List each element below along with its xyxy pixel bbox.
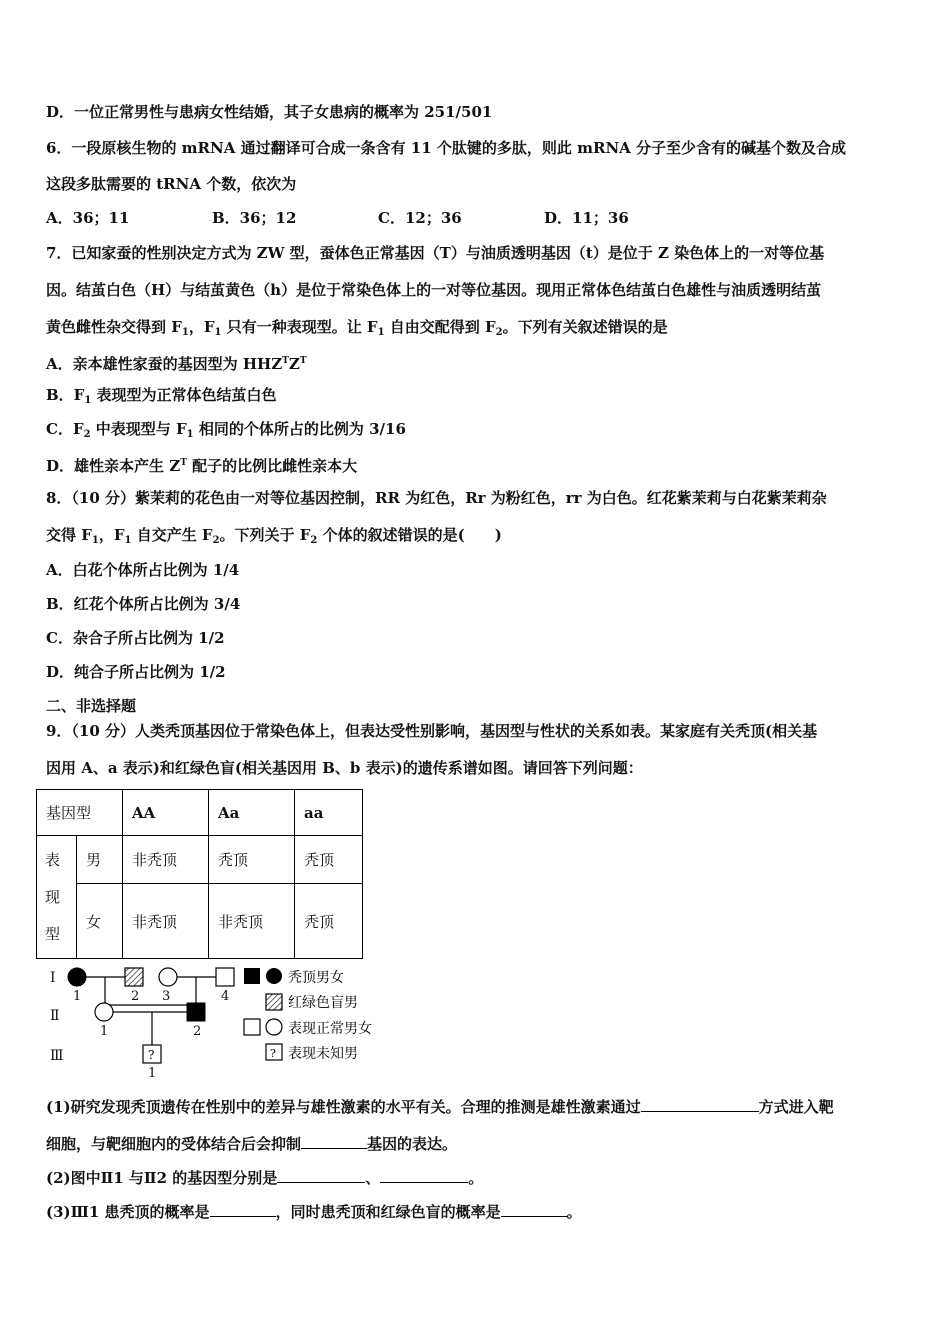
table-row (37, 836, 363, 884)
legend-colorblind-male-icon (266, 994, 282, 1010)
q5-option-d: D．一位正常男性与患病女性结婚，其子女患病的概率为 251/501 (46, 103, 493, 121)
table-cell: 秃顶 (295, 884, 363, 959)
answer-blank[interactable] (641, 1097, 759, 1112)
q8-stem-line2: 交得 $F_1$，$F_1$ 自交产生 $F_2$。下列关于 $F_2$ 个体的叙述错误的是( ) (46, 526, 502, 546)
q7-option-a: A．亲本雄性家蚕的基因型为 $HHZ^TZ^T$ (46, 355, 307, 373)
pedigree-II2-bald-male (187, 1003, 205, 1021)
q7-stem-line1: 7．已知家蚕的性别决定方式为 ZW 型，蚕体色正常基因（T）与油质透明基因（t）是位于 Z 染色体上的一对等位基 (46, 244, 825, 262)
table-header-cell: Aa (209, 790, 295, 836)
table-header-cell: 基因型 (37, 790, 123, 836)
table-header-cell: AA (123, 790, 209, 836)
q9-stem-line2: 因用 A、a 表示)和红绿色盲(相关基因用 B、b 表示)的遗传系谱如图。请回答下列问题： (46, 759, 643, 777)
q8-stem-line1: 8．（10 分）紫茉莉的花色由一对等位基因控制，RR 为红色，Rr 为粉红色，rr 为白色。红花紫茉莉与白花紫茉莉杂 (46, 489, 827, 507)
table-cell: 非秃顶 (123, 884, 209, 959)
legend-label: 秃顶男女 (288, 970, 344, 986)
pedigree-number: 1 (100, 1024, 109, 1039)
generation-label: Ⅱ (50, 1008, 60, 1024)
genotype-table (36, 789, 363, 959)
table-header-cell: aa (295, 790, 363, 836)
unknown-mark: ? (148, 1048, 155, 1062)
table-cell: 秃顶 (295, 836, 363, 884)
pedigree-number: 2 (131, 989, 140, 1004)
pedigree-I3-normal-female (159, 968, 177, 986)
q7-stem-line2: 因。结茧白色（H）与结茧黄色（h）是位于常染色体上的一对等位基因。现用正常体色结茧白色雄性与油质透明结茧 (46, 281, 822, 299)
answer-blank[interactable] (380, 1168, 468, 1183)
table-cell: 非秃顶 (123, 836, 209, 884)
q9-part3: (3)Ⅲ1 患秃顶的概率是 ，同时患秃顶和红绿色盲的概率是 。 (46, 1203, 582, 1221)
q6-option-c: C．12；36 (378, 209, 462, 227)
q6-options (46, 208, 629, 228)
pedigree-number: 1 (148, 1066, 157, 1081)
answer-blank[interactable] (277, 1168, 365, 1183)
legend-label: 表现正常男女 (288, 1021, 372, 1037)
q6-option-b: B．36；12 (212, 209, 297, 227)
pedigree-chart (44, 962, 390, 1082)
table-cell: 秃顶 (209, 836, 295, 884)
unknown-mark: ? (270, 1047, 276, 1060)
pedigree-I1-bald-female (68, 968, 86, 986)
q9-part1-line1: (1)研究发现秃顶遗传在性别中的差异与雄性激素的水平有关。合理的推测是雄性激素通过 方式进入靶 (46, 1098, 834, 1116)
sex-cell: 女 (76, 884, 122, 959)
pedigree-II1-normal-female (95, 1003, 113, 1021)
generation-label: Ⅰ (50, 970, 56, 986)
q6-option-d: D．11；36 (544, 209, 629, 227)
legend-bald-male-icon (244, 968, 260, 984)
pedigree-I2-colorblind-male (125, 968, 143, 986)
phenotype-label: 表 现 型 (37, 836, 77, 959)
legend-bald-female-icon (266, 968, 282, 984)
q9-stem-line1: 9．（10 分）人类秃顶基因位于常染色体上，但表达受性别影响，基因型与性状的关系如表。某家庭有关秃顶(相关基 (46, 722, 818, 740)
q9-part1-line2: 细胞，与靶细胞内的受体结合后会抑制 基因的表达。 (46, 1135, 458, 1153)
pedigree-number: 1 (73, 989, 82, 1004)
section-heading: 二、非选择题 (46, 697, 137, 715)
table-header-row (37, 790, 363, 836)
pedigree-number: 4 (221, 989, 230, 1004)
legend-normal-female-icon (266, 1019, 282, 1035)
pedigree-number: 2 (193, 1024, 202, 1039)
answer-blank[interactable] (210, 1202, 276, 1217)
q7-option-b: B．$F_1$ 表现型为正常体色结茧白色 (46, 386, 277, 406)
q8-option-c: C．杂合子所占比例为 1/2 (46, 629, 225, 647)
generation-label: Ⅲ (50, 1048, 64, 1064)
table-row (37, 884, 363, 959)
q6-stem-line1: 6．一段原核生物的 mRNA 通过翻译可合成一条含有 11 个肽键的多肽，则此 mRNA 分子至少含有的碱基个数及合成 (46, 139, 847, 157)
pedigree-I4-normal-male (216, 968, 234, 986)
legend-normal-male-icon (244, 1019, 260, 1035)
legend-label: 红绿色盲男 (288, 995, 358, 1011)
q8-option-b: B．红花个体所占比例为 3/4 (46, 595, 241, 613)
pedigree-number: 3 (162, 989, 171, 1004)
q9-part2: (2)图中Ⅱ1 与Ⅱ2 的基因型分别是 、 。 (46, 1169, 484, 1187)
q8-option-a: A．白花个体所占比例为 1/4 (46, 561, 240, 579)
answer-blank[interactable] (301, 1134, 367, 1149)
q7-stem-line3: 黄色雌性杂交得到 $F_1$，$F_1$ 只有一种表现型。让 $F_1$ 自由交配得到 $F_2$。下列有关叙述错误的是 (46, 318, 668, 338)
q6-stem-line2: 这段多肽需要的 tRNA 个数，依次为 (46, 175, 297, 193)
answer-blank[interactable] (501, 1202, 567, 1217)
q6-option-a: A．36；11 (46, 209, 130, 227)
sex-cell: 男 (76, 836, 122, 884)
table-cell: 非秃顶 (209, 884, 295, 959)
q7-option-c: C．$F_2$ 中表现型与 $F_1$ 相同的个体所占的比例为 3/16 (46, 420, 406, 440)
legend-label: 表现未知男 (288, 1046, 358, 1062)
q8-option-d: D．纯合子所占比例为 1/2 (46, 663, 226, 681)
q7-option-d: D．雄性亲本产生 $Z^T$ 配子的比例比雌性亲本大 (46, 457, 358, 475)
